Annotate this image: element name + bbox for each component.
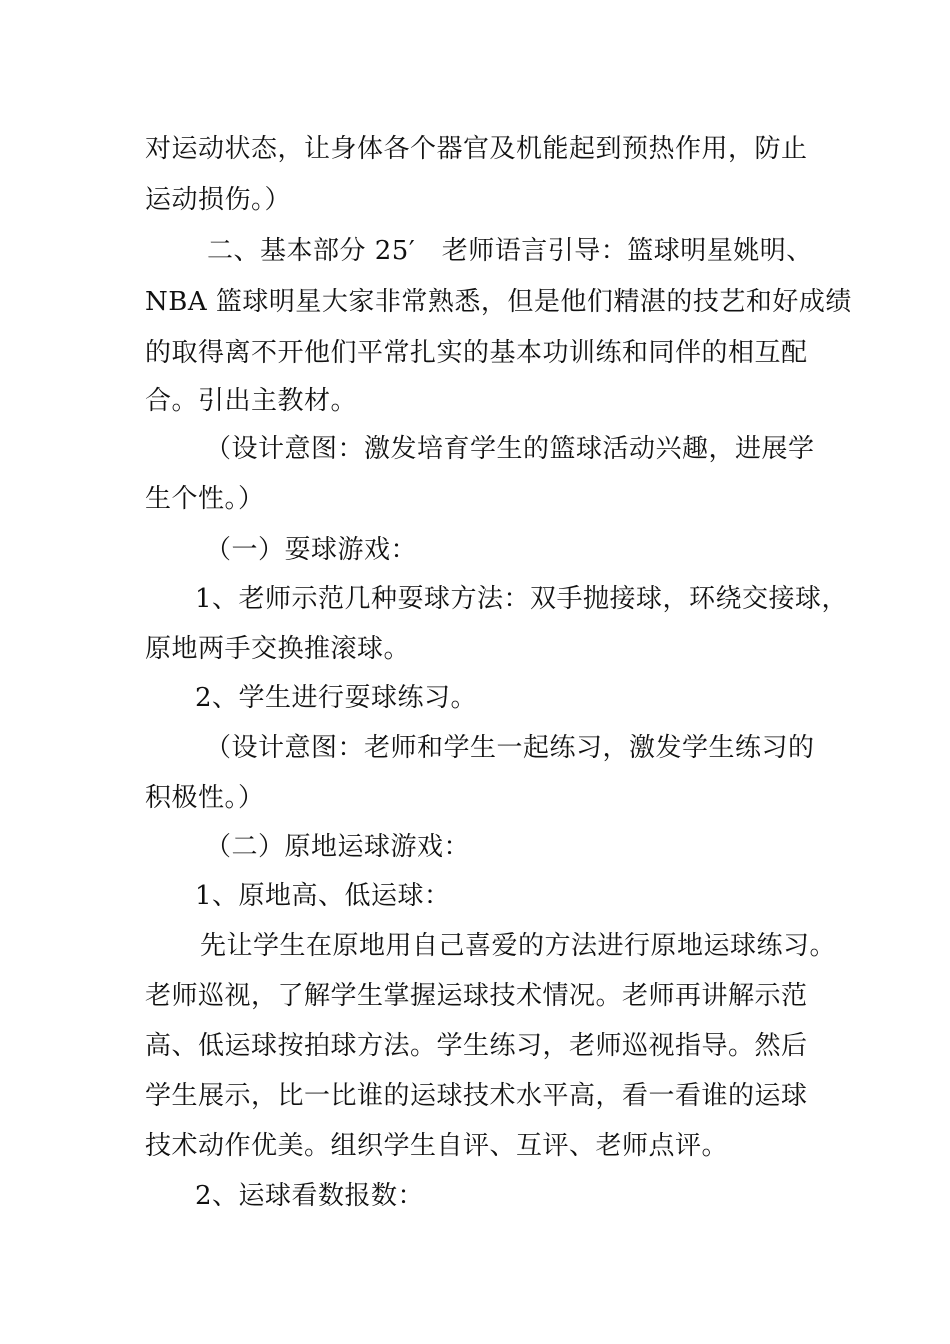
- text-line: 学生展示，比一比谁的运球技术水平高，看一看谁的运球: [145, 1081, 808, 1111]
- text-line: 运动损伤。）: [145, 185, 292, 215]
- text-line: （一）耍球游戏：: [205, 535, 418, 565]
- text-line: 先让学生在原地用自己喜爱的方法进行原地运球练习。: [200, 931, 837, 961]
- text-line: 技术动作优美。组织学生自评、互评、老师点评。: [145, 1131, 729, 1161]
- text-line: （设计意图：老师和学生一起练习，激发学生练习的: [205, 733, 815, 763]
- text-line: 对运动状态，让身体各个器官及机能起到预热作用，防止: [145, 134, 808, 164]
- text-line: 高、低运球按拍球方法。学生练习，老师巡视指导。然后: [145, 1031, 808, 1061]
- text-line: 2、运球看数报数：: [195, 1181, 425, 1211]
- text-line: 1、老师示范几种耍球方法：双手抛接球，环绕交接球，: [195, 584, 849, 614]
- text-line: 二、基本部分 25′ 老师语言引导：篮球明星姚明、: [207, 236, 813, 266]
- text-line: NBA 篮球明星大家非常熟悉，但是他们精湛的技艺和好成绩: [145, 287, 852, 317]
- text-line: 积极性。）: [145, 783, 265, 813]
- text-line: 生个性。）: [145, 484, 265, 514]
- text-line: 的取得离不开他们平常扎实的基本功训练和同伴的相互配: [145, 338, 808, 368]
- text-line: 1、原地高、低运球：: [195, 881, 451, 911]
- text-line: 2、学生进行耍球练习。: [195, 683, 478, 713]
- text-line: 原地两手交换推滚球。: [145, 634, 411, 664]
- text-line: （二）原地运球游戏：: [205, 832, 471, 862]
- text-line: （设计意图：激发培育学生的篮球活动兴趣，进展学: [205, 434, 815, 464]
- text-line: 合。引出主教材。: [145, 386, 358, 416]
- text-line: 老师巡视，了解学生掌握运球技术情况。老师再讲解示范: [145, 981, 808, 1011]
